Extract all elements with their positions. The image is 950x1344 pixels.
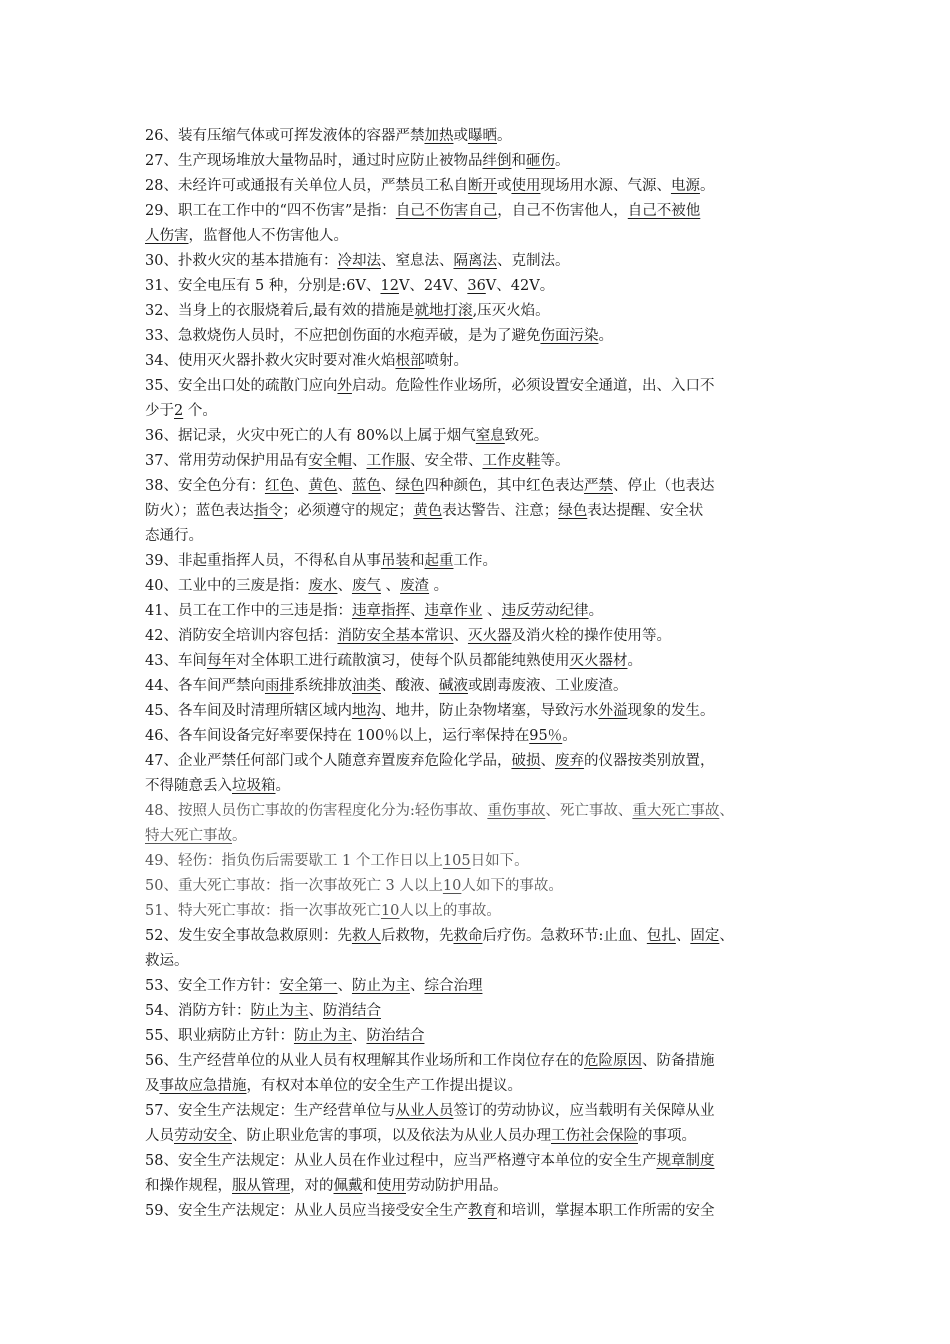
underlined-answer: 综合治理 [424, 978, 483, 994]
text-line [145, 849, 825, 874]
underlined-answer: 工伤社会保险 [551, 1128, 638, 1144]
text-segment: 29、职工在工作中的“四不伤害”是指： [145, 203, 396, 219]
text-segment: 、 [409, 603, 425, 619]
underlined-answer: 根部 [395, 353, 425, 369]
text-line [145, 199, 825, 224]
text-line [145, 599, 825, 624]
text-line [145, 324, 825, 349]
text-segment: 、防止职业危害的事项，以及依法为从业人员办理 [232, 1128, 551, 1144]
underlined-answer: 从业人员 [395, 1103, 454, 1119]
text-segment: 28、未经许可或通报有关单位人员，严禁员工私自 [145, 178, 468, 194]
text-segment: 日如下。 [470, 853, 529, 869]
text-segment: 51、特大死亡事故：指一次事故死亡 [145, 903, 381, 919]
text-line [145, 624, 825, 649]
text-segment: 33、急救烧伤人员时，不应把创伤面的水疱弄破，是为了避免 [145, 328, 541, 344]
text-segment: 现场用水源、气源、 [540, 178, 671, 194]
underlined-answer: 窒息 [475, 428, 505, 444]
underlined-answer: 外 [337, 378, 352, 394]
text-segment: 或 [496, 178, 512, 194]
text-segment: 38、安全色分有： [145, 478, 265, 494]
text-segment: 、克制法。 [496, 253, 570, 269]
text-line [145, 1149, 825, 1174]
text-segment: 。 [598, 328, 613, 344]
text-segment: 现象的发生。 [627, 703, 715, 719]
text-segment: 、地井，防止杂物堵塞，导致污水 [380, 703, 599, 719]
text-line [145, 424, 825, 449]
underlined-answer: 防止为主 [250, 1003, 309, 1019]
text-segment: 后疗伤。急救环节:止血、 [482, 928, 647, 944]
text-segment: 或 [453, 128, 468, 144]
underlined-answer: 黄色 [308, 478, 338, 494]
text-segment: 及 [145, 1078, 160, 1094]
text-line [145, 924, 825, 949]
underlined-answer: 规章制度 [656, 1153, 715, 1169]
text-segment: 。 [429, 578, 449, 594]
text-segment: 后救物，先 [380, 928, 454, 944]
text-segment: 34、使用灭火器扑救火灾时要对准火焰 [145, 353, 396, 369]
text-segment: 态通行。 [145, 528, 203, 544]
text-segment: 个。 [183, 403, 217, 419]
underlined-answer: 碱液 [438, 678, 468, 694]
underlined-answer: 人伤害 [145, 228, 189, 244]
underlined-answer: 安全第一 [279, 978, 338, 994]
underlined-answer: 每年 [206, 653, 236, 669]
text-line [145, 1074, 825, 1099]
underlined-answer: 防止为主 [293, 1028, 352, 1044]
text-segment: 和培训，掌握本职工作所需的安全 [496, 1203, 715, 1219]
underlined-answer: 隔离法 [453, 253, 497, 269]
text-segment: 的事项。 [638, 1128, 696, 1144]
text-segment: 、 [351, 1028, 367, 1044]
underlined-answer: 灭火器材 [569, 653, 628, 669]
text-segment: 不得随意丢入 [145, 778, 232, 794]
text-segment: 、 [675, 928, 691, 944]
text-line [145, 149, 825, 174]
text-segment: ；必须遵守的规定； [282, 503, 414, 519]
text-line [145, 349, 825, 374]
text-segment: ，有权对本单位的安全生产工作提出提议。 [246, 1078, 522, 1094]
underlined-answer: 破损 [511, 753, 541, 769]
text-line [145, 374, 825, 399]
text-segment: 、死亡事故、 [545, 803, 633, 819]
text-segment: 59、安全生产法规定：从业人员应当接受安全生产 [145, 1203, 468, 1219]
underlined-answer: 特大死亡事故 [145, 828, 232, 844]
text-line [145, 224, 825, 249]
text-line [145, 699, 825, 724]
text-line [145, 474, 825, 499]
text-segment: 四种颜色，其中红色表达 [424, 478, 584, 494]
text-line [145, 1024, 825, 1049]
text-segment: 、停止（也表达 [612, 478, 715, 494]
text-segment: 35、安全出口处的疏散门应向 [145, 378, 338, 394]
text-segment: ，对的 [290, 1178, 334, 1194]
underlined-answer: 10 [380, 903, 400, 919]
underlined-answer: 12 [380, 278, 399, 294]
text-segment: 、 [380, 478, 396, 494]
text-segment: 45、各车间及时清理所辖区域内 [145, 703, 352, 719]
text-segment: 36、据记录，火灾中死亡的人有 80%以上属于烟气 [145, 428, 476, 444]
text-segment: 46、各车间设备完好率要保持在 100％以上，运行率保持在 [145, 728, 530, 744]
underlined-answer: 绊倒 [482, 153, 512, 169]
text-line [145, 724, 825, 749]
text-segment: 56、生产经营单位的从业人员有权理解其作业场所和工作岗位存在的 [145, 1053, 584, 1069]
text-line [145, 549, 825, 574]
underlined-answer: 防消结合 [322, 1003, 381, 1019]
underlined-answer: 佩戴 [333, 1178, 363, 1194]
underlined-answer: 油类 [351, 678, 381, 694]
text-segment: 43、车间 [145, 653, 207, 669]
text-line [145, 1099, 825, 1124]
text-line [145, 749, 825, 774]
text-line [145, 774, 825, 799]
text-segment: 41、员工在工作中的三违是指： [145, 603, 352, 619]
underlined-answer: 地沟 [351, 703, 381, 719]
text-line [145, 874, 825, 899]
text-segment: 。 [699, 178, 715, 194]
text-segment: 44、各车间严禁向 [145, 678, 265, 694]
underlined-answer: 2 [174, 403, 184, 419]
text-line [145, 999, 825, 1024]
text-segment: 表达警告、注意； [442, 503, 559, 519]
text-segment: 54、消防方针： [145, 1003, 251, 1019]
underlined-answer: 使用 [511, 178, 541, 194]
text-line [145, 499, 825, 524]
text-segment: 、酸液、 [380, 678, 439, 694]
underlined-answer: 蓝色 [351, 478, 381, 494]
text-segment: 等。 [540, 453, 570, 469]
text-segment: 的仪器按类别放置， [583, 753, 715, 769]
underlined-answer: 冷却法 [337, 253, 381, 269]
underlined-answer: 95％ [529, 728, 563, 744]
underlined-answer: 违反劳动纪律 [501, 603, 589, 619]
text-segment: 、 [453, 628, 468, 644]
text-segment: V、42V。 [485, 278, 555, 294]
underlined-answer: 救人 [351, 928, 381, 944]
text-segment: 30、扑救火灾的基本措施有： [145, 253, 338, 269]
text-segment: 、防备措施 [641, 1053, 715, 1069]
underlined-answer: 救命 [453, 928, 483, 944]
text-line [145, 524, 825, 549]
text-segment: 工作。 [453, 553, 497, 569]
text-segment: 37、常用劳动保护用品有 [145, 453, 309, 469]
text-segment: 、 [351, 453, 367, 469]
underlined-answer: 加热 [424, 128, 454, 144]
text-segment: 49、轻伤：指负伤后需要歇工 1 个工作日以上 [145, 853, 443, 869]
underlined-answer: 严禁 [583, 478, 613, 494]
text-line [145, 574, 825, 599]
text-segment: 。 [554, 153, 570, 169]
underlined-answer: 工作服 [366, 453, 410, 469]
text-segment: 喷射。 [424, 353, 468, 369]
underlined-answer: 废弃 [554, 753, 584, 769]
text-line [145, 1049, 825, 1074]
text-segment: 50、重大死亡事故：指一次事故死亡 3 人以上 [145, 878, 443, 894]
text-segment: 或剧毒废液、工业废渣。 [467, 678, 628, 694]
underlined-answer: 电源 [670, 178, 700, 194]
text-segment: 、 [719, 928, 734, 944]
underlined-answer: 教育 [467, 1203, 497, 1219]
text-segment: 58、安全生产法规定：从业人员在作业过程中，应当严格遵守本单位的安全生产 [145, 1153, 657, 1169]
underlined-answer: 砸伤 [525, 153, 555, 169]
underlined-answer: 外溢 [598, 703, 628, 719]
underlined-answer: 伤面污染 [540, 328, 599, 344]
text-line [145, 274, 825, 299]
text-segment: 及消火栓的操作使用等。 [511, 628, 671, 644]
underlined-answer: 废渣 [400, 578, 430, 594]
text-segment: ，自己不伤害他人， [497, 203, 628, 219]
underlined-answer: 断开 [467, 178, 497, 194]
text-segment: 签订的劳动协议，应当载明有关保障从业 [453, 1103, 715, 1119]
underlined-answer: 劳动安全 [174, 1128, 232, 1144]
underlined-answer: 废水 [308, 578, 338, 594]
text-segment: ,压灭火焰。 [472, 303, 550, 319]
text-segment: 40、工业中的三废是指： [145, 578, 309, 594]
underlined-answer: 服从管理 [232, 1178, 290, 1194]
underlined-answer: 绿色 [558, 503, 588, 519]
text-segment: 、 [719, 803, 734, 819]
underlined-answer: 就地打滚 [414, 303, 473, 319]
text-segment: 、 [293, 478, 309, 494]
text-segment: 和 [511, 153, 526, 169]
underlined-answer: 绿色 [395, 478, 425, 494]
text-segment: 少于 [145, 403, 174, 419]
text-segment: 和 [409, 553, 425, 569]
text-line [145, 974, 825, 999]
underlined-answer: 违章作业 [424, 603, 483, 619]
underlined-answer: 36 [467, 278, 486, 294]
text-line [145, 674, 825, 699]
text-line [145, 1199, 825, 1224]
text-segment: 53、安全工作方针： [145, 978, 280, 994]
underlined-answer: 重大死亡事故 [632, 803, 720, 819]
underlined-answer: 消防安全基本常识 [337, 628, 454, 644]
underlined-answer: 废气 [351, 578, 381, 594]
text-segment: 、安全带、 [409, 453, 483, 469]
text-segment: 对全体职工进行疏散演习，使每个队员都能纯熟使用 [235, 653, 570, 669]
underlined-answer: 自己不伤害自己 [395, 203, 498, 219]
text-segment: 表达提醒、安全状 [587, 503, 704, 519]
text-line [145, 824, 825, 849]
text-segment: 。 [275, 778, 290, 794]
underlined-answer: 雨排 [264, 678, 294, 694]
text-segment: 、窒息法、 [380, 253, 454, 269]
text-segment: 27、生产现场堆放大量物品时，通过时应防止被物品 [145, 153, 483, 169]
underlined-answer: 起重 [424, 553, 454, 569]
text-line [145, 124, 825, 149]
text-segment: 39、非起重指挥人员，不得私自从事 [145, 553, 381, 569]
text-line [145, 899, 825, 924]
text-line [145, 174, 825, 199]
text-line [145, 1174, 825, 1199]
text-segment: 防火）；蓝色表达 [145, 503, 254, 519]
underlined-answer: 红色 [264, 478, 294, 494]
text-segment: 57、安全生产法规定：生产经营单位与 [145, 1103, 396, 1119]
text-segment: 52、发生安全事故急救原则：先 [145, 928, 352, 944]
text-segment: 、 [337, 578, 352, 594]
text-segment: 。 [627, 653, 642, 669]
text-segment: 48、按照人员伤亡事故的伤害程度化分为:轻伤事故、 [145, 803, 488, 819]
text-segment: 致死。 [504, 428, 549, 444]
underlined-answer: 吊装 [380, 553, 410, 569]
text-segment: 。 [496, 128, 512, 144]
text-segment: 、 [482, 603, 502, 619]
text-segment: 和操作规程， [145, 1178, 232, 1194]
text-line [145, 799, 825, 824]
underlined-answer: 防治结合 [366, 1028, 425, 1044]
text-line [145, 449, 825, 474]
text-segment: 和 [362, 1178, 377, 1194]
text-line [145, 249, 825, 274]
text-segment: 47、企业严禁任何部门或个人随意弃置废弃危险化学品， [145, 753, 512, 769]
text-segment: 启动。危险性作业场所，必须设置安全通道，出、入口不 [351, 378, 715, 394]
text-segment: 。 [562, 728, 577, 744]
text-segment: 、 [409, 978, 425, 994]
underlined-answer: 105 [442, 853, 471, 869]
text-line [145, 399, 825, 424]
underlined-answer: 使用 [377, 1178, 406, 1194]
text-segment: 、 [308, 1003, 323, 1019]
text-segment: 、 [337, 978, 352, 994]
underlined-answer: 自己不被他 [627, 203, 701, 219]
underlined-answer: 违章指挥 [351, 603, 410, 619]
document-body [145, 124, 825, 1224]
underlined-answer: 曝晒 [467, 128, 497, 144]
text-segment: 26、装有压缩气体或可挥发液体的容器严禁 [145, 128, 425, 144]
underlined-answer: 指令 [253, 503, 283, 519]
text-segment: 55、职业病防止方针： [145, 1028, 294, 1044]
text-segment: 人以上的事故。 [399, 903, 501, 919]
underlined-answer: 固定 [690, 928, 720, 944]
text-segment: 、 [337, 478, 352, 494]
text-segment: 人员 [145, 1128, 174, 1144]
text-segment: 系统排放 [293, 678, 352, 694]
underlined-answer: 危险原因 [583, 1053, 642, 1069]
text-segment: 42、消防安全培训内容包括： [145, 628, 338, 644]
text-line [145, 299, 825, 324]
text-segment: ，监督他人不伤害他人。 [188, 228, 348, 244]
underlined-answer: 防止为主 [351, 978, 410, 994]
text-segment: 救运。 [145, 953, 189, 969]
text-segment: 人如下的事故。 [461, 878, 563, 894]
underlined-answer: 垃圾箱 [232, 778, 276, 794]
text-segment: V、24V、 [398, 278, 468, 294]
underlined-answer: 灭火器 [467, 628, 512, 644]
underlined-answer: 事故应急措施 [159, 1078, 247, 1094]
underlined-answer: 包扎 [646, 928, 676, 944]
text-segment: 。 [232, 828, 247, 844]
text-segment: 、 [380, 578, 401, 594]
underlined-answer: 重伤事故 [487, 803, 546, 819]
text-line [145, 949, 825, 974]
text-segment: 32、当身上的衣服烧着后,最有效的措施是 [145, 303, 415, 319]
text-segment: 、 [540, 753, 555, 769]
underlined-answer: 黄色 [413, 503, 443, 519]
text-segment: 劳动防护用品。 [406, 1178, 508, 1194]
text-line [145, 1124, 825, 1149]
underlined-answer: 安全帽 [308, 453, 352, 469]
underlined-answer: 10 [442, 878, 462, 894]
text-line [145, 649, 825, 674]
text-segment: 。 [588, 603, 604, 619]
underlined-answer: 工作皮鞋 [482, 453, 541, 469]
text-segment: 31、安全电压有 5 种，分别是:6V、 [145, 278, 381, 294]
